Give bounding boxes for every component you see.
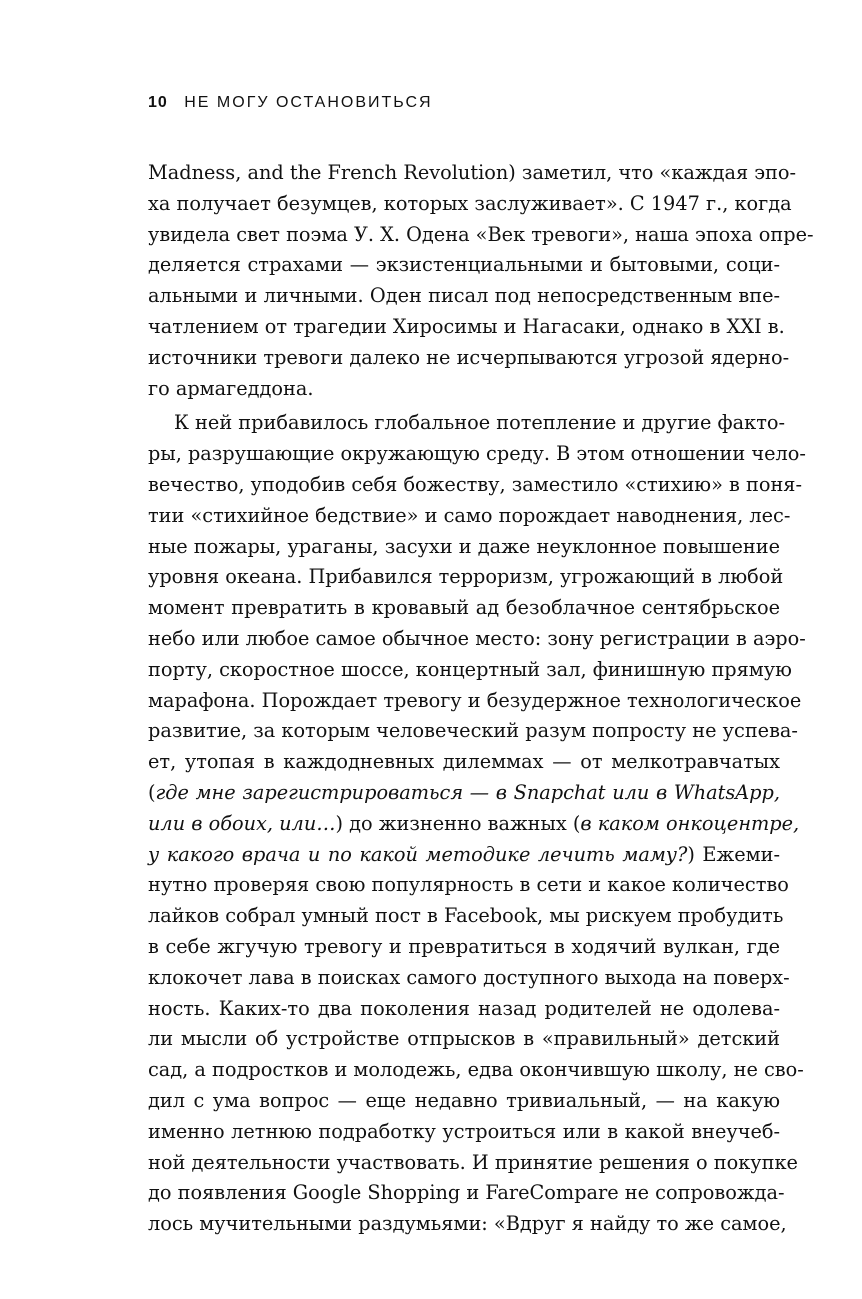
text-line: альными и личными. Оден писал под непосредственным впе- (148, 284, 780, 308)
italic-text: где мне зарегистрироваться — в Snapchat или в WhatsApp, (155, 780, 780, 804)
text-line: ха получает безумцев, которых заслуживает». С 1947 г., когда (148, 191, 792, 215)
text-line: Madness, and the French Revolution) заметил, что «каждая эпо- (148, 161, 797, 184)
body-text (148, 158, 814, 1240)
text-line: деляется страхами — экзистенциальными и бытовыми, соци- (148, 253, 780, 277)
text-line: ные пожары, ураганы, засухи и даже неуклонное повышение (148, 534, 780, 558)
text-line: в себе жгучую тревогу и превратиться в ходячий вулкан, где (148, 934, 780, 958)
page-number: 10 (148, 94, 168, 111)
text-line: клокочет лава в поисках самого доступного выхода на поверх- (148, 965, 790, 989)
text-fragment: ) Ежеми- (687, 842, 780, 866)
text-line: порту, скоростное шоссе, концертный зал, финишную прямую (148, 657, 792, 681)
italic-text: в каком онкоцентре, (580, 811, 800, 835)
text-line: ность. Каких-то два поколения назад родителей не одолева- (148, 996, 780, 1020)
text-line: нутно проверяя свою популярность в сети и какое количество (148, 873, 789, 897)
text-line (148, 840, 780, 871)
italic-text: у какого врача и по какой методике лечить маму? (148, 842, 688, 866)
text-line: момент превратить в кровавый ад безоблачное сентябрьское (148, 596, 780, 620)
text-line: ры, разрушающие окружающую среду. В этом отношении чело- (148, 442, 806, 466)
text-line: тии «стихийное бедствие» и само порождает наводнения, лес- (148, 503, 791, 527)
text-line: лайков собрал умный пост в Facebook, мы рискуем пробудить (148, 904, 784, 928)
text-line: уровня океана. Прибавился терроризм, угрожающий в любой (148, 565, 784, 589)
text-line: увидела свет поэма У. Х. Одена «Век тревоги», наша эпоха опре- (148, 222, 814, 246)
text-line: до появления Google Shopping и FareCompare не сопровожда- (148, 1181, 785, 1205)
text-line: чатлением от трагедии Хиросимы и Нагасаки, однако в XXI в. (148, 314, 785, 338)
text-line: сад, а подростков и молодежь, едва окончившую школу, не сво- (148, 1058, 804, 1082)
text-line: ет, утопая в каждодневных дилеммах — от мелкотравчатых (148, 750, 780, 774)
text-line: именно летнюю подработку устроиться или в какой внеучеб- (148, 1119, 780, 1143)
text-line: марафона. Порождает тревогу и безудержное технологическое (148, 688, 802, 712)
text-line (148, 778, 780, 809)
text-line: ли мысли об устройстве отпрысков в «правильный» детский (148, 1027, 780, 1051)
text-line: лось мучительными раздумьями: «Вдруг я найду то же самое, (148, 1212, 787, 1236)
text-line: вечество, уподобив себя божеству, заместило «стихию» в поня- (148, 472, 802, 496)
text-fragment: ) до жизненно важных ( (335, 811, 581, 835)
text-line: развитие, за которым человеческий разум попросту не успева- (148, 719, 798, 743)
text-line: го армагеддона. (148, 376, 314, 400)
text-line: дил с ума вопрос — еще недавно тривиальный, — на какую (148, 1088, 780, 1112)
running-head (148, 92, 433, 114)
text-line: ной деятельности участвовать. И принятие решения о покупке (148, 1150, 798, 1174)
italic-text: или в обоих, или… (148, 811, 336, 835)
paren: ( (148, 780, 156, 804)
text-line (148, 809, 800, 840)
text-line: небо или любое самое обычное место: зону регистрации в аэро- (148, 626, 806, 650)
running-title: НЕ МОГУ ОСТАНОВИТЬСЯ (184, 94, 433, 111)
text-line: К ней прибавилось глобальное потепление и другие факто- (174, 411, 785, 435)
text-line: источники тревоги далеко не исчерпываются угрозой ядерно- (148, 345, 790, 369)
